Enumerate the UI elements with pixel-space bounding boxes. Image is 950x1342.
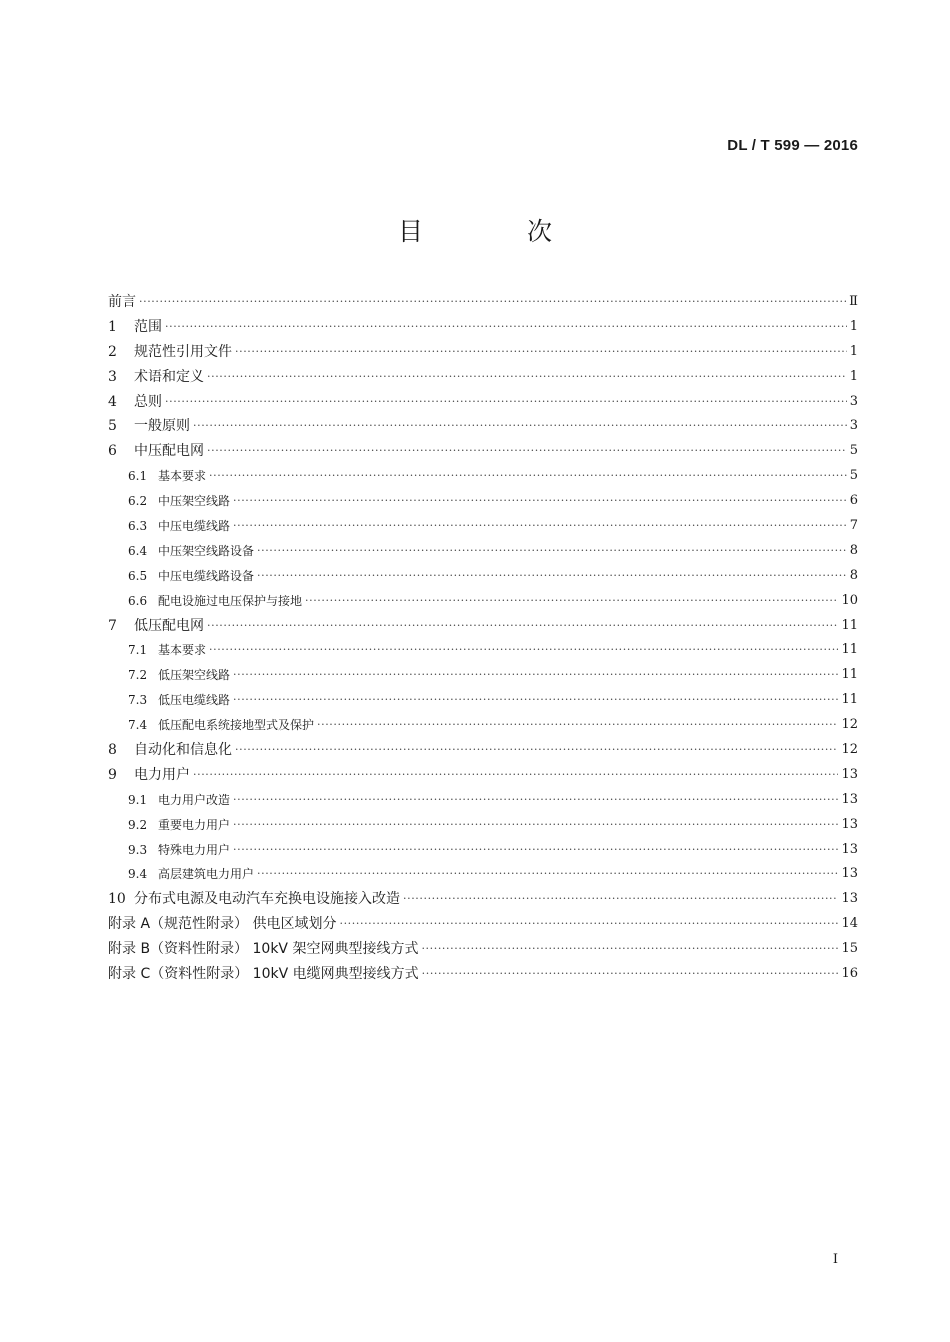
- toc-leader-dots: [257, 539, 847, 564]
- toc-entry[interactable]: [108, 514, 858, 539]
- toc-entry[interactable]: [108, 688, 858, 713]
- toc-entry-label: 一般原则: [134, 418, 190, 435]
- toc-entry-label: 附录 B（资料性附录） 10kV 架空网典型接线方式: [108, 941, 419, 958]
- toc-entry-number: 7.2: [128, 668, 148, 683]
- toc-leader-dots: [233, 813, 838, 838]
- toc-entry[interactable]: [108, 365, 858, 390]
- toc-entry-label: 重要电力用户: [158, 817, 231, 832]
- toc-entry[interactable]: [108, 564, 858, 589]
- toc-entry-page: 7: [849, 518, 858, 533]
- toc-entry-number: 7.1: [128, 643, 148, 658]
- toc-leader-dots: [403, 887, 838, 912]
- toc-entry[interactable]: [108, 887, 858, 912]
- toc-entry-number: 9: [108, 766, 117, 783]
- toc-entry-page: 16: [841, 966, 858, 982]
- toc-entry-label: 中压电缆线路: [158, 519, 231, 533]
- toc-entry-label: 低压电缆线路: [158, 693, 231, 708]
- toc-entry-label: 规范性引用文件: [134, 343, 232, 360]
- toc-leader-dots: [139, 290, 846, 315]
- toc-leader-dots: [235, 340, 847, 365]
- toc-entry-label: 低压架空线路: [158, 668, 231, 683]
- toc-leader-dots: [233, 489, 847, 514]
- toc-entry-label: 中压架空线路: [158, 494, 231, 509]
- toc-leader-dots: [193, 763, 838, 788]
- toc-entry[interactable]: [108, 738, 858, 763]
- toc-entry-page: 11: [841, 692, 858, 708]
- toc-entry-page: 11: [841, 642, 858, 658]
- toc-leader-dots: [209, 638, 838, 663]
- toc-entry[interactable]: [108, 962, 858, 987]
- toc-entry-label: 附录 C（资料性附录） 10kV 电缆网典型接线方式: [108, 966, 419, 983]
- toc-entry-page: 14: [841, 916, 858, 932]
- toc-entry[interactable]: [108, 464, 858, 489]
- toc-entry-label: 高层建筑电力用户: [158, 867, 255, 882]
- toc-entry[interactable]: [108, 340, 858, 365]
- toc-entry-label: 基本要求: [158, 469, 207, 484]
- toc-leader-dots: [257, 862, 838, 887]
- toc-entry-page: 13: [841, 866, 858, 882]
- toc-entry-label: 中压架空线路设备: [158, 543, 255, 558]
- toc-entry-page: 13: [841, 766, 858, 782]
- toc-leader-dots: [235, 738, 838, 763]
- toc-entry[interactable]: [108, 763, 858, 788]
- toc-entry[interactable]: [108, 539, 858, 564]
- toc-leader-dots: [233, 788, 838, 813]
- toc-entry-page: 8: [849, 542, 858, 558]
- toc-entry-number: 6.2: [128, 494, 148, 509]
- toc-entry-page: Ⅱ: [849, 293, 858, 309]
- toc-leader-dots: [317, 713, 838, 738]
- toc-leader-dots: [233, 663, 838, 688]
- toc-entry-number: 2: [108, 343, 117, 360]
- toc-entry-page: 13: [841, 841, 858, 857]
- toc-entry-number: 6.3: [128, 519, 148, 533]
- toc-entry-number: 7.4: [128, 718, 148, 733]
- toc-entry[interactable]: [108, 439, 858, 464]
- toc-leader-dots: [233, 688, 838, 713]
- toc-entry-number: 9.4: [128, 867, 148, 882]
- toc-entry-label: 中压配电网: [134, 443, 204, 460]
- toc-entry[interactable]: [108, 414, 858, 439]
- toc-entry-page: 5: [849, 443, 858, 459]
- toc-entry[interactable]: [108, 713, 858, 738]
- toc-entry-page: 3: [849, 393, 858, 409]
- toc-entry-page: 13: [841, 816, 858, 832]
- toc-entry-label: 术语和定义: [134, 368, 204, 385]
- toc-entry-number: 6: [108, 443, 117, 460]
- toc-title: 目 次: [398, 217, 600, 246]
- toc-entry-page: 3: [849, 418, 858, 434]
- toc-entry-page: 13: [841, 891, 858, 907]
- toc-entry[interactable]: [108, 813, 858, 838]
- toc-entry-number: 5: [108, 418, 117, 435]
- toc-entry-page: 1: [849, 343, 858, 359]
- toc-entry-label: 特殊电力用户: [158, 842, 231, 857]
- toc-entry-page: 8: [849, 567, 858, 583]
- toc-entry[interactable]: [108, 912, 858, 937]
- toc-entry-page: 1: [849, 368, 858, 384]
- toc-leader-dots: [233, 514, 847, 539]
- toc-entry-number: 6.1: [128, 469, 148, 484]
- toc-entry-page: 11: [841, 667, 858, 683]
- toc-entry-label: 电力用户改造: [158, 792, 231, 807]
- toc-leader-dots: [233, 838, 838, 863]
- toc-entry[interactable]: [108, 862, 858, 887]
- toc-entry[interactable]: [108, 390, 858, 415]
- toc-entry-number: 9.1: [128, 792, 148, 807]
- toc-entry-label: 低压配电网: [134, 617, 204, 634]
- toc-entry-page: 6: [849, 493, 858, 509]
- toc-entry-number: 1: [108, 318, 117, 335]
- toc-entry-page: 1: [849, 318, 858, 334]
- toc-leader-dots: [257, 564, 847, 589]
- toc-leader-dots: [165, 390, 847, 415]
- toc-entry-page: 15: [841, 941, 858, 957]
- toc-entry[interactable]: [108, 489, 858, 514]
- toc-entry-label: 总则: [134, 393, 162, 410]
- toc-entry-number: 6.6: [128, 593, 148, 608]
- toc-entry-page: 11: [841, 617, 858, 633]
- toc-entry-label: 自动化和信息化: [134, 742, 232, 759]
- toc-leader-dots: [339, 912, 838, 937]
- toc-entry-page: 10: [841, 592, 858, 608]
- toc-entry-number: 3: [108, 368, 117, 385]
- toc-leader-dots: [421, 937, 838, 962]
- toc-entry[interactable]: [108, 788, 858, 813]
- toc-entry-number: 9.2: [128, 817, 148, 832]
- toc-entry-label: 分布式电源及电动汽车充换电设施接入改造: [134, 891, 400, 908]
- toc-leader-dots: [209, 464, 847, 489]
- toc-entry-page: 5: [849, 468, 858, 484]
- toc-entry-number: 8: [108, 742, 117, 759]
- toc-entry-label: 基本要求: [158, 643, 207, 658]
- toc-entry[interactable]: [108, 937, 858, 962]
- toc-entry-label: 中压电缆线路设备: [158, 568, 255, 583]
- toc-entry[interactable]: [108, 663, 858, 688]
- toc-leader-dots: [305, 589, 838, 614]
- toc-leader-dots: [207, 365, 847, 390]
- toc-entry-page: 13: [841, 791, 858, 807]
- toc-entry-label: 电力用户: [134, 766, 190, 783]
- toc-entry-label: 配电设施过电压保护与接地: [158, 593, 303, 608]
- toc-entry[interactable]: [108, 838, 858, 863]
- toc-entry-number: 7.3: [128, 693, 148, 708]
- toc-entry-number: 4: [108, 393, 117, 410]
- toc-leader-dots: [207, 439, 847, 464]
- toc-leader-dots: [207, 614, 838, 639]
- toc-entry-label: 范围: [134, 318, 162, 335]
- toc-entry-number: 10: [108, 891, 126, 908]
- toc-entry-number: 6.4: [128, 543, 148, 558]
- toc-leader-dots: [193, 414, 847, 439]
- toc-entry-number: 9.3: [128, 842, 148, 857]
- toc-entry[interactable]: [108, 638, 858, 663]
- toc-entry-label: 低压配电系统接地型式及保护: [158, 718, 315, 733]
- toc-leader-dots: [422, 962, 839, 987]
- toc-entry-page: 12: [841, 717, 858, 733]
- toc-entry-label: 附录 A（规范性附录） 供电区域划分: [108, 916, 337, 933]
- toc-entry[interactable]: [108, 290, 858, 315]
- toc-entry-number: 7: [108, 617, 117, 634]
- toc-entry-page: 12: [841, 742, 858, 758]
- toc-entry[interactable]: [108, 614, 858, 639]
- page-number: I: [832, 1252, 838, 1267]
- toc-entry[interactable]: [108, 315, 858, 340]
- toc-entry-label: 前言: [108, 293, 136, 310]
- toc-entry-number: 6.5: [128, 568, 148, 583]
- toc-leader-dots: [165, 315, 847, 340]
- toc-entry[interactable]: [108, 589, 858, 614]
- document-code: DL / T 599 — 2016: [727, 137, 858, 154]
- table-of-contents: [108, 290, 858, 987]
